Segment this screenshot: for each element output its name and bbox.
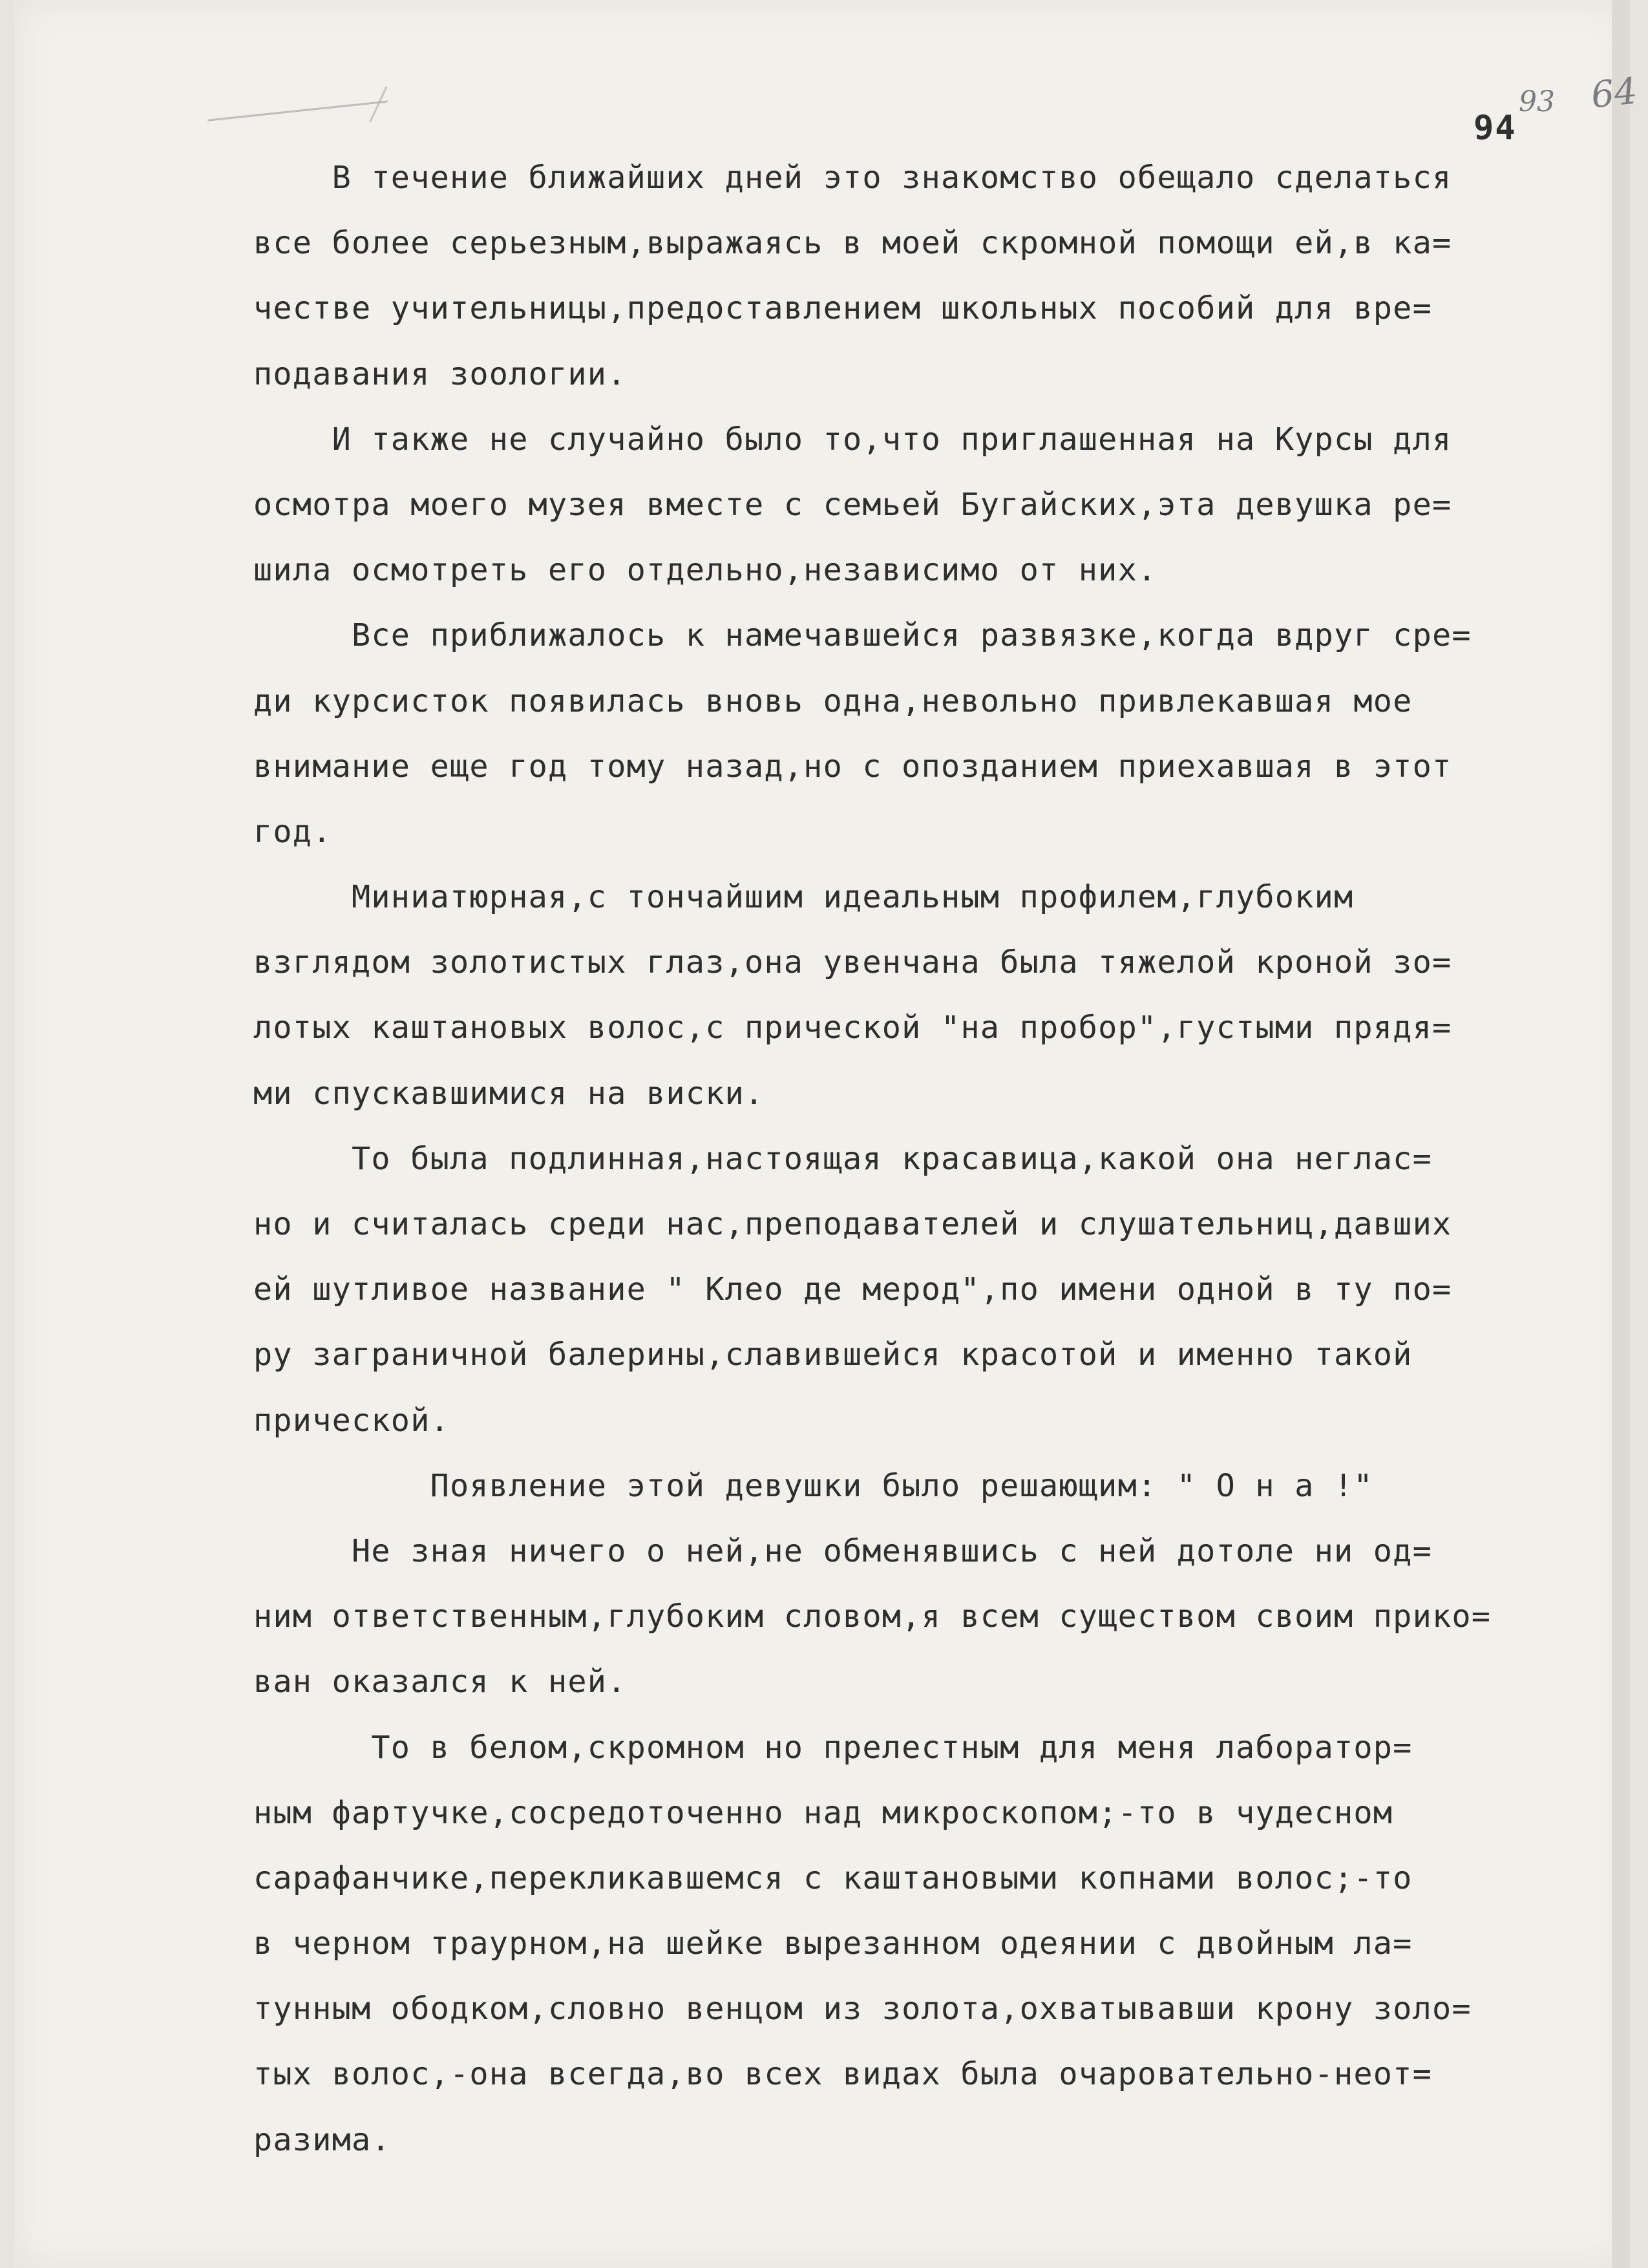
text-line: Появление этой девушки было решающим: " О н а !" <box>253 1467 1373 1504</box>
text-line: ру заграничной балерины,славившейся красотой и именно такой <box>253 1337 1413 1373</box>
text-line: Не зная ничего о ней,не обменявшись с ней дотоле ни од= <box>253 1532 1432 1569</box>
text-line: То в белом,скромном но прелестным для меня лаборатор= <box>253 1729 1413 1766</box>
text-line: ей шутливое название " Клео де мерод",по имени одной в ту по= <box>253 1271 1452 1308</box>
text-line: Миниатюрная,с тончайшим идеальным профилем,глубоким <box>253 879 1354 916</box>
text-line: Все приближалось к намечавшейся развязке,когда вдруг сре= <box>253 617 1472 654</box>
text-line: честве учительницы,предоставлением школьных пособий для вре= <box>253 290 1432 327</box>
text-line: подавания зоологии. <box>253 355 627 392</box>
archive-number: 93 <box>1519 85 1555 118</box>
typewritten-text <box>253 145 1585 2173</box>
text-line: внимание еще год тому назад,но с опозданием приехавшая в этот <box>253 748 1452 785</box>
text-line: тых волос,-она всегда,во всех видах была очаровательно-неот= <box>253 2056 1432 2093</box>
text-line: взглядом золотистых глаз,она увенчана была тяжелой кроной зо= <box>253 944 1452 981</box>
pencil-mark <box>369 87 410 134</box>
text-line: ван оказался к ней. <box>253 1664 627 1701</box>
text-line: разима. <box>253 2121 391 2158</box>
text-line: все более серьезным,выражаясь в моей скромной помощи ей,в ка= <box>253 225 1452 262</box>
text-line: ми спускавшимися на виски. <box>253 1075 765 1112</box>
page-number: 94 <box>1474 109 1517 147</box>
text-line: год. <box>253 813 332 850</box>
page-edge <box>1612 0 1630 2268</box>
text-line: в черном траурном,на шейке вырезанном одеянии с двойным ла= <box>253 1925 1413 1962</box>
text-line: лотых каштановых волос,с прической "на пробор",густыми прядя= <box>253 1010 1452 1046</box>
text-line: То была подлинная,настоящая красавица,какой она неглас= <box>253 1140 1432 1177</box>
text-line: тунным ободком,словно венцом из золота,охватывавши крону золо= <box>253 1991 1472 2028</box>
text-line: прической. <box>253 1402 450 1439</box>
text-line: осмотра моего музея вместе с семьей Бугайских,эта девушка ре= <box>253 486 1452 523</box>
text-line: ним ответственным,глубоким словом,я всем существом своим прико= <box>253 1598 1492 1635</box>
document-page <box>14 0 1640 2268</box>
archive-number: 64 <box>1589 70 1640 117</box>
text-line: сарафанчике,перекликавшемся с каштановыми копнами волос;-то <box>253 1860 1413 1896</box>
text-line: шила осмотреть его отдельно,независимо от них. <box>253 552 1157 589</box>
text-line: В течение ближайших дней это знакомство обещало сделаться <box>253 160 1452 196</box>
text-line: И также не случайно было то,что приглашенная на Курсы для <box>253 421 1452 458</box>
pencil-mark <box>207 100 390 140</box>
text-line: ным фартучке,сосредоточенно над микроскопом;-то в чудесном <box>253 1794 1393 1831</box>
text-line: но и считалась среди нас,преподавателей и слушательниц,давших <box>253 1206 1452 1242</box>
text-line: ди курсисток появилась вновь одна,невольно привлекавшая мое <box>253 683 1413 719</box>
